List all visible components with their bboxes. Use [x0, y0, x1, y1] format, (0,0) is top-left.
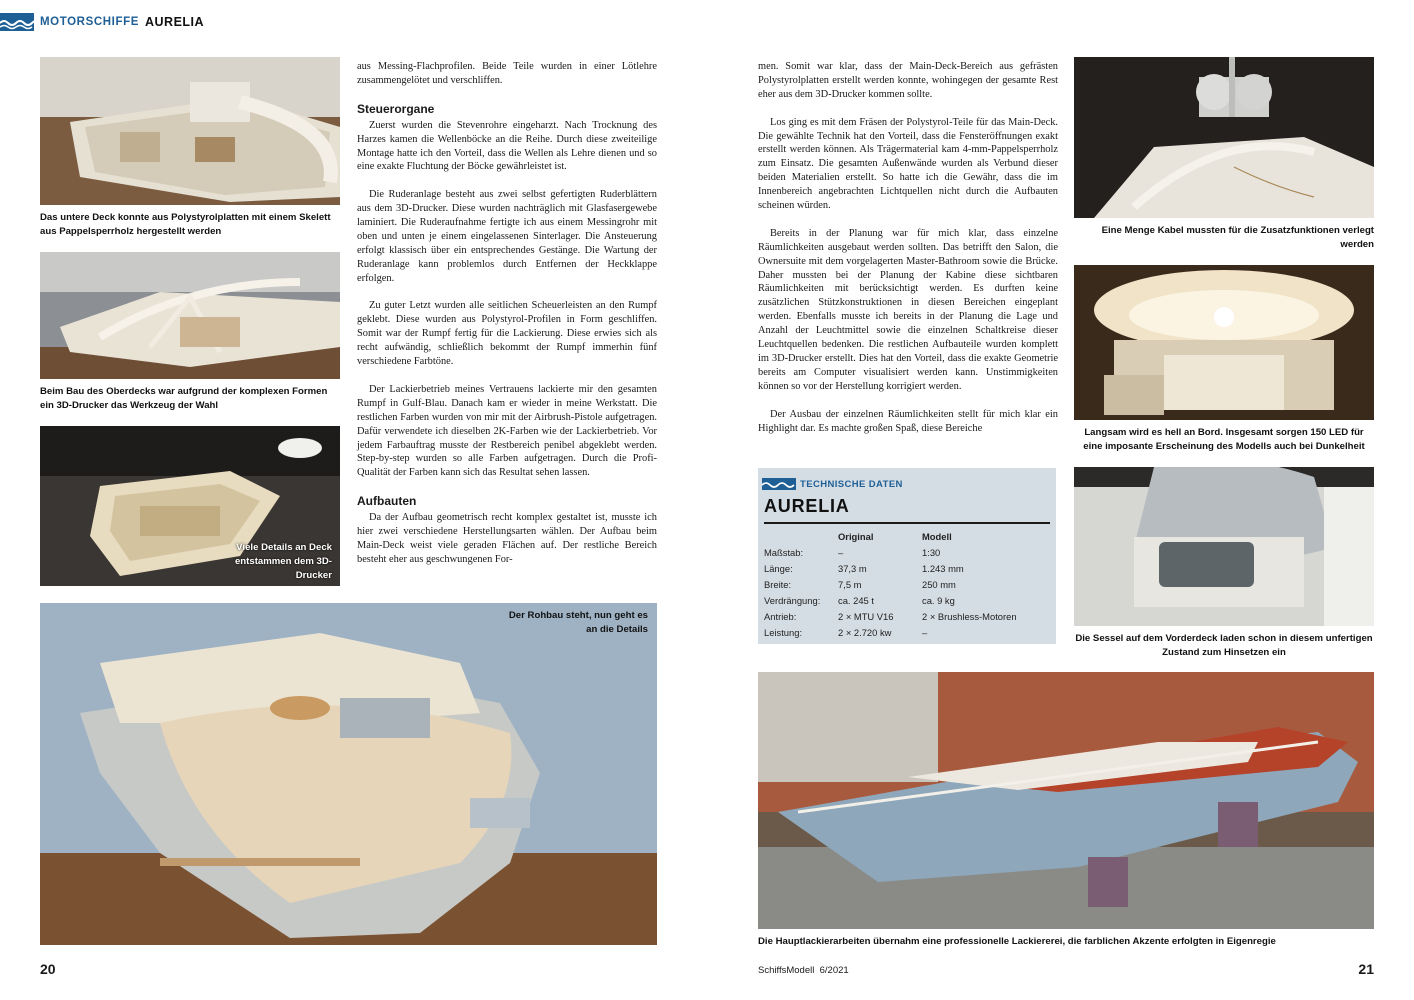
- page-number-right: 21: [1358, 961, 1374, 977]
- wave-logo-icon: [762, 478, 796, 490]
- subheading-steuerorgane: Steuerorgane: [357, 101, 435, 116]
- running-header: [0, 12, 204, 32]
- paragraph: Zu guter Letzt wurden alle seitlichen Scheuerleisten an den Rumpf geklebt. Diese wurden aus Polystyrol-Profilen in Form geschliffen. Somit war der Rumpf fertig für die Lackierung. Diese erwies sich als recht aufwändig, schließlich bekommt der Rumpf immerhin fünf verschiedene Farbtöne.: [357, 300, 657, 368]
- table-row: Länge: 37,3 m 1.243 mm: [764, 562, 964, 574]
- techdata-label: TECHNISCHE DATEN: [800, 478, 903, 490]
- article-title: AURELIA: [145, 15, 205, 29]
- caption-lower-deck: Das untere Deck konnte aus Polystyrolplatten mit einem Skelett aus Pappelsperrholz hergestellt werden: [40, 212, 331, 237]
- wave-logo-icon: [0, 13, 34, 31]
- page-number-left: 20: [40, 961, 56, 977]
- photo-painted-hull: [758, 672, 1374, 929]
- paragraph: men. Somit war klar, dass der Main-Deck-Bereich aus gefrästen Polystyrolplatten erstellt werden konnte, wohingegen der gesamte Rest eher aus dem 3D-Drucker kommen sollte.: [758, 61, 1058, 100]
- photo-raw-build: [40, 603, 657, 945]
- paragraph: Die Ruderanlage besteht aus zwei selbst gefertigten Ruderblättern aus dem 3D-Drucker. Diese wurden nachträglich mit Glasfasergewebe laminiert. Die Ruderaufnahme fertigte ich aus einem Messingrohr mit oben und unten je einem eingelassenen Sinterlager. Die Ansteuerung erfolgt klassisch über ein entsprechendes Gestänge. Die Wartung der Ruderanlage kann problemlos durch Entfernen der Heckklappe erfolgen.: [357, 189, 657, 284]
- text-column-3: [758, 60, 1058, 435]
- issue-number: 6/2021: [819, 965, 849, 976]
- caption-foredeck-seats: Die Sessel auf dem Vorderdeck laden schon in diesem unfertigen Zustand zum Hinsetzen ein: [1075, 633, 1373, 658]
- table-row: Breite: 7,5 m 250 mm: [764, 578, 956, 590]
- subheading-aufbauten: Aufbauten: [357, 494, 417, 509]
- photo-foredeck-seats: [1074, 467, 1374, 626]
- photo-upper-deck: [40, 252, 340, 379]
- photo-lower-deck: [40, 57, 340, 205]
- techdata-rule: [764, 522, 1050, 524]
- photo-cables: [1074, 57, 1374, 218]
- col-original-header: Original: [838, 530, 874, 542]
- paragraph: Da der Aufbau geometrisch recht komplex gestaltet ist, musste ich hier zwei verschiedene Herstellungsarten wählen. Der Aufbau beim Main-Deck weist viele geraden Flächen auf. Der restliche Bereich besteht eher aus geschwungenen For-: [357, 512, 657, 565]
- section-label: MOTORSCHIFFE: [40, 16, 139, 28]
- technical-data-box: [758, 468, 1056, 644]
- techdata-table: [764, 528, 1017, 640]
- caption-led-salon: Langsam wird es hell an Bord. Insgesamt sorgen 150 LED für eine imposante Erscheinung des Modells auch bei Dunkelheit: [1083, 427, 1365, 452]
- paragraph: Der Lackierbetrieb meines Vertrauens lackierte mir den gesamten Rumpf in Gulf-Blau. Danach kam er wieder in meine Werkstatt. Die restlichen Farben wurden von mir mit der Airbrush-Pistole aufgetragen. Dafür verwendete ich dieselben 2K-Farben wie der Lackierbetrieb. Vor jedem Farbauftrag musste der Restbereich penibel abgeklebt werden. Step-by-step wurden so alle Farben aufgetragen. Durch die Profi-Qualität der Farben kann sich das Resultat sehen lassen.: [357, 383, 657, 479]
- table-row: Maßstab: – 1:30: [764, 546, 941, 558]
- paragraph: Los ging es mit dem Fräsen der Polystyrol-Teile für das Main-Deck. Die gewählte Technik hat den Vorteil, dass die Fensteröffnungen exakt erstellt werden können. Als Trägermaterial kam 4-mm-Pappelsperrholz zum Einsatz. Die gesamten Außenwände wurden als Verbund dieser beiden Materialien erstellt. So hatte ich die Gewähr, dass die im Innenbereich angebrachten Lichtquellen nicht durch die Aufbauten scheinen würden.: [758, 116, 1058, 212]
- col-modell-header: Modell: [922, 530, 952, 542]
- techdata-name: AURELIA: [764, 496, 850, 516]
- footer-magazine: [758, 965, 849, 976]
- caption-deck-details: Viele Details an Deck entstammen dem 3D-Drucker: [234, 542, 332, 581]
- caption-upper-deck: Beim Bau des Oberdecks war aufgrund der komplexen Formen ein 3D-Drucker das Werkzeug der Wahl: [40, 386, 328, 411]
- paragraph: Der Ausbau der einzelnen Räumlichkeiten stellt für mich klar ein Highlight dar. Es machte großen Spaß, diese Bereiche: [758, 408, 1058, 434]
- caption-raw-build: Der Rohbau steht, nun geht es an die Details: [508, 610, 648, 635]
- caption-cables: Eine Menge Kabel mussten für die Zusatzfunktionen verlegt werden: [1101, 225, 1374, 250]
- photo-led-salon: [1074, 265, 1374, 420]
- table-row: Leistung: 2 × 2.720 kw –: [764, 626, 928, 638]
- paragraph: aus Messing-Flachprofilen. Beide Teile wurden in einer Lötlehre zusammengelötet und verschliffen.: [357, 61, 657, 86]
- table-row: Verdrängung: ca. 245 t ca. 9 kg: [764, 594, 955, 606]
- caption-painted-hull: Die Hauptlackierarbeiten übernahm eine professionelle Lackiererei, die farblichen Akzente erfolgten in Eigenregie: [758, 936, 1276, 947]
- table-row: Antrieb: 2 × MTU V16 2 × Brushless-Motoren: [764, 610, 1017, 622]
- paragraph: Zuerst wurden die Stevenrohre eingeharzt. Nach Trocknung des Harzes kamen die Wellenböcke an die Reihe. Durch diese zweiteilige Montage hatte ich den Vorteil, dass die Wellen als Lehre dienen und so eine exakte Fluchtung der Böcke gewährleistet ist.: [357, 119, 657, 173]
- text-column-2: [357, 60, 657, 567]
- paragraph: Bereits in der Planung war für mich klar, dass einzelne Räumlichkeiten ausgebaut werden sollten. Das betrifft den Salon, die Ownersuite mit dem vorgelagerten Master-Bathroom sowie die Brücke. Daher mussten bei der Planung der Kabine diese sichtbaren Räumlichkeiten mit berücksichtigt werden. Es durften keine zusätzlichen Stützkonstruktionen in diesen Bereichen eingeplant werden. Ebenfalls musste ich bereits in der Planung die Lage und Anzahl der Leuchtmittel sowie die einzelnen Schaltkreise dieser Leuchtquellen bedenken. Die restlichen Aufbauteile wurden komplett im 3D-Drucker erstellt. Dies hat den Vorteil, dass die exakte Geometrie bereits am Computer visualisiert werden kann. Unstimmigkeiten können so vor der Herstellung korrigiert werden.: [758, 227, 1058, 392]
- magazine-name: SchiffsModell: [758, 965, 815, 976]
